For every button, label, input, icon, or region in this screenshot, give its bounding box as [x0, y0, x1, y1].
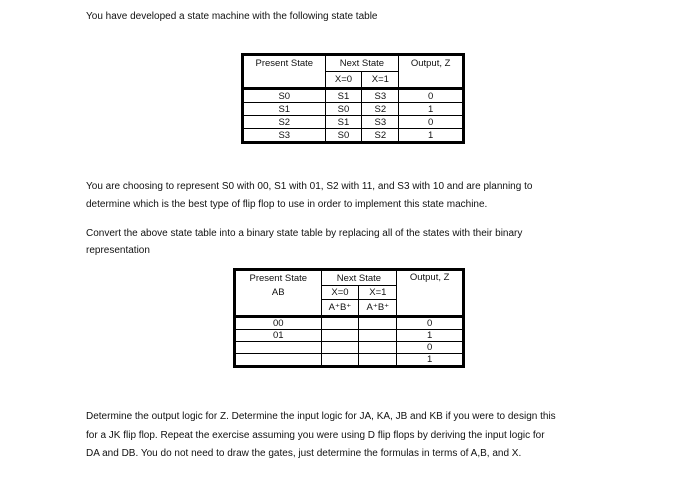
x0-header: X=0: [325, 72, 362, 88]
present-state-cell: S1: [244, 103, 326, 116]
next-x1-cell: [359, 342, 397, 354]
present-state-cell: S2: [244, 116, 326, 129]
present-state-header: Present State: [249, 273, 308, 284]
next-x1-cell: [359, 354, 397, 366]
next-x1-cell: S3: [362, 116, 399, 129]
paragraph-line: Convert the above state table into a binary state table by replacing all of the states with their binary: [86, 228, 523, 239]
output-cell: 0: [399, 90, 463, 103]
ab-header: AB: [271, 287, 285, 298]
table-row: [244, 90, 463, 103]
output-cell: 1: [397, 354, 463, 366]
output-cell: 1: [397, 330, 463, 342]
output-header: Output, Z: [397, 271, 463, 316]
present-ab-cell: 00: [236, 318, 322, 330]
present-state-header: Present State: [244, 56, 326, 88]
paragraph-line: Determine the output logic for Z. Determine the input logic for JA, KA, JB and KB if you were to design this: [86, 411, 556, 422]
paragraph-line: for a JK flip flop. Repeat the exercise assuming you were using D flip flops by deriving the input logic for: [86, 430, 545, 441]
table-row: [244, 116, 463, 129]
next-x1-cell: [359, 318, 397, 330]
next-x1-cell: S2: [362, 103, 399, 116]
next-x0-cell: [321, 330, 359, 342]
state-table: [243, 55, 463, 142]
next-x0-cell: [321, 318, 359, 330]
table-row: [236, 354, 463, 366]
paragraph-line: representation: [86, 245, 150, 256]
next-x0-cell: [321, 354, 359, 366]
x0-header: X=0: [321, 286, 359, 300]
next-x1-cell: S2: [362, 129, 399, 142]
table-row: [236, 342, 463, 354]
present-state-cell: S3: [244, 129, 326, 142]
x1-header: X=1: [362, 72, 399, 88]
table-row: [236, 318, 463, 330]
binary-state-table: [235, 270, 463, 366]
table-row: [244, 103, 463, 116]
next-x0-cell: [321, 342, 359, 354]
output-cell: 1: [399, 129, 463, 142]
paragraph-line: determine which is the best type of flip flop to use in order to implement this state machine.: [86, 199, 488, 210]
table-row: [236, 330, 463, 342]
present-ab-cell: 01: [236, 330, 322, 342]
x1-header: X=1: [359, 286, 397, 300]
output-cell: 0: [399, 116, 463, 129]
paragraph-line: You are choosing to represent S0 with 00, S1 with 01, S2 with 11, and S3 with 10 and are planning to: [86, 181, 533, 192]
next-ab-header-x1: A⁺B⁺: [359, 300, 397, 316]
present-ab-cell: [236, 354, 322, 366]
output-header: Output, Z: [399, 56, 463, 88]
next-state-header: Next State: [325, 56, 399, 72]
output-cell: 0: [397, 342, 463, 354]
output-cell: 1: [399, 103, 463, 116]
next-x0-cell: S1: [325, 90, 362, 103]
next-x0-cell: S1: [325, 116, 362, 129]
next-x0-cell: S0: [325, 129, 362, 142]
paragraph-line: DA and DB. You do not need to draw the gates, just determine the formulas in terms of A,B, and X.: [86, 448, 522, 459]
next-state-header: Next State: [321, 271, 397, 286]
next-ab-header-x0: A⁺B⁺: [321, 300, 359, 316]
next-x1-cell: [359, 330, 397, 342]
intro-text: You have developed a state machine with the following state table: [86, 11, 378, 22]
output-cell: 0: [397, 318, 463, 330]
present-ab-cell: [236, 342, 322, 354]
next-x1-cell: S3: [362, 90, 399, 103]
table-row: [244, 129, 463, 142]
next-x0-cell: S0: [325, 103, 362, 116]
present-state-cell: S0: [244, 90, 326, 103]
